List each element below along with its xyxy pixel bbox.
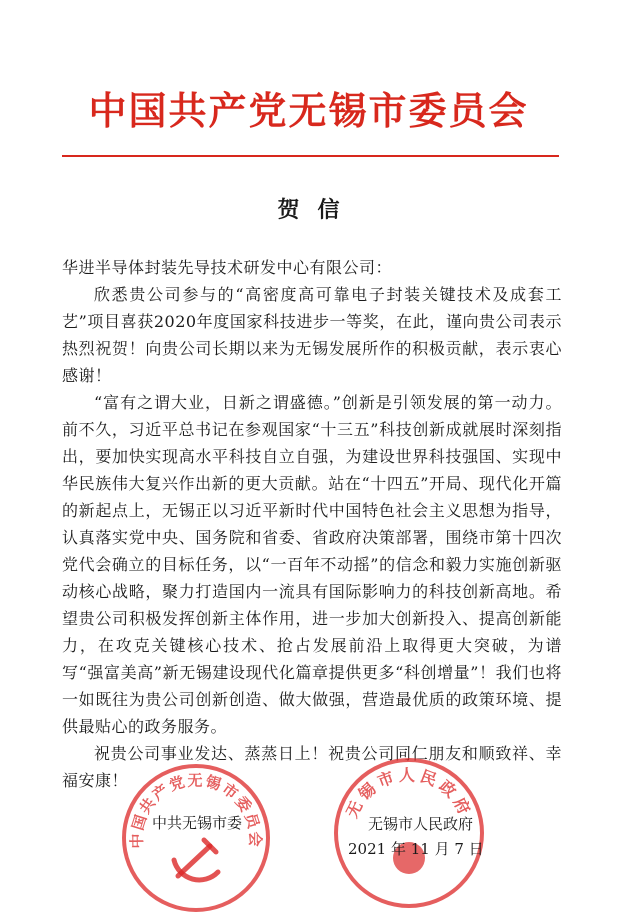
signature-government: 无锡市人民政府: [368, 815, 474, 833]
salutation: 华进半导体封装先导技术研发中心有限公司：: [62, 258, 393, 277]
letterhead-title: 中国共产党无锡市委员会: [88, 88, 529, 133]
svg-text:中国共产党无锡市委员会: [128, 771, 264, 848]
letter-title: 贺信: [277, 197, 358, 223]
paragraph-3: 祝贵公司事业发达、蒸蒸日上！祝贵公司同仁朋友和顺致祥、幸福安康！: [62, 744, 562, 790]
paragraph-1: 欣悉贵公司参与的“高密度高可靠电子封装关键技术及成套工艺”项目喜获2020年度国家科技进步一等奖，在此，谨向贵公司表示热烈祝贺！向贵公司长期以来为无锡发展所作的积极贡献，表示衷心感谢！: [62, 285, 562, 385]
party-seal-graphic: [122, 764, 270, 912]
government-seal-text: 无锡市人民政府: [342, 765, 476, 821]
letter-body: [62, 254, 562, 794]
letter-date: 2021 年 11 月 7 日: [348, 840, 484, 858]
letterhead-rule: [62, 155, 559, 157]
hammer-sickle-icon: [174, 840, 218, 880]
signature-party-committee: 中共无锡市委: [152, 814, 243, 832]
party-seal-text: 中国共产党无锡市委员会: [127, 771, 265, 849]
party-committee-seal: [122, 764, 270, 912]
paragraph-2: “富有之谓大业，日新之谓盛德。”创新是引领发展的第一动力。前不久，习近平总书记在参观国家“十三五”科技创新成就展时深刻指出，要加快实现高水平科技自立自强，为建设世界科技强国、实现中华民族伟大复兴作出新的更大贡献。站在“十四五”开局、现代化开篇的新起点上，无锡正以习近平新时代中国特色社会主义思想为指导，认真落实党中央、国务院和省委、省政府决策部署，围绕市第十四次党代会确立的目标任务，以“一百年不动摇”的信念和毅力实施创新驱动核心战略，聚力打造国内一流具有国际影响力的科技创新高地。希望贵公司积极发挥创新主体作用，进一步加大创新投入、提高创新能力，在攻克关键核心技术、抢占发展前沿上取得更大突破，为谱写“强富美高”新无锡建设现代化篇章提供更多“科创增量”！我们也将一如既往为贵公司创新创造、做大做强，营造最优质的政策环境、提供最贴心的政务服务。: [62, 393, 562, 736]
